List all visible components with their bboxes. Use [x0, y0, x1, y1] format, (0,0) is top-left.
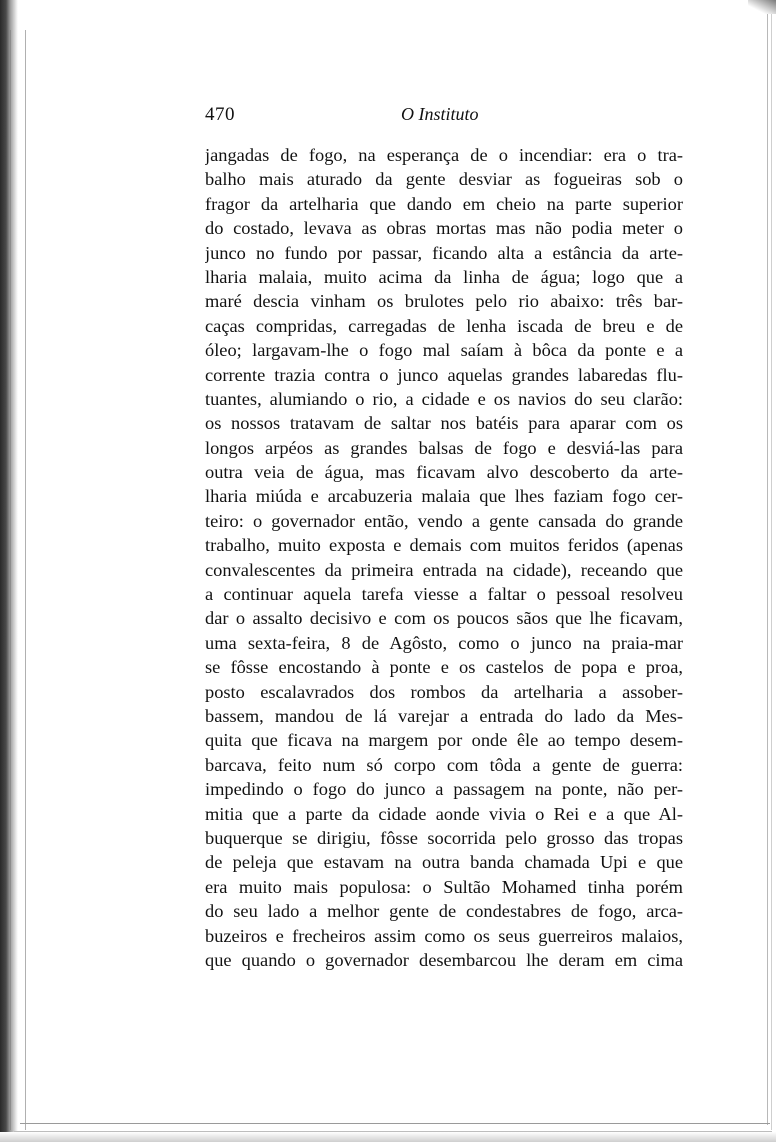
text-line: se fôsse encostando à ponte e os castelos de popa e proa,: [205, 657, 683, 678]
text-line: corrente trazia contra o junco aquelas grandes labaredas flu-: [205, 364, 683, 385]
text-line: lharia miúda e arcabuzeria malaia que lhes faziam fogo cer-: [205, 486, 683, 507]
bottom-shadow: [0, 1132, 776, 1142]
running-title: O Instituto: [401, 104, 479, 124]
text-line: outra veia de água, mas ficavam alvo descoberto da arte-: [205, 462, 683, 483]
text-line: junco no fundo por passar, ficando alta a estância da arte-: [205, 242, 683, 263]
page-header: [205, 104, 683, 128]
text-line: do seu lado a melhor gente de condestabres de fogo, arca-: [205, 901, 683, 922]
text-line: buzeiros e frecheiros assim como os seus guerreiros malaios,: [205, 925, 683, 946]
text-line: convalescentes da primeira entrada na cidade), receando que: [205, 559, 683, 580]
text-line: impedindo o fogo do junco a passagem na ponte, não per-: [205, 779, 683, 800]
text-line: trabalho, muito exposta e demais com muitos feridos (apenas: [205, 535, 683, 556]
text-line: tuantes, alumiando o rio, a cidade e os navios do seu clarão:: [205, 388, 683, 409]
page-number: 470: [205, 104, 235, 125]
text-line: mitia que a parte da cidade aonde vivia o Rei e a que Al-: [205, 803, 683, 824]
text-line: barcava, feito num só corpo com tôda a gente de guerra:: [205, 754, 683, 775]
text-line: teiro: o governador então, vendo a gente cansada do grande: [205, 510, 683, 531]
corner-shadow: [748, 0, 776, 14]
text-line: quita que ficava na margem por onde êle ao tempo desem-: [205, 730, 683, 751]
text-line: jangadas de fogo, na esperança de o incendiar: era o tra-: [205, 145, 683, 165]
text-line: a continuar aquela tarefa viesse a faltar o pessoal resolveu: [205, 584, 683, 605]
page-edge-right-outer: [771, 0, 772, 1130]
text-line: óleo; largavam-lhe o fogo mal saíam à bôca da ponte e a: [205, 340, 683, 361]
text-line: caças compridas, carregadas de lenha iscada de breu e de: [205, 315, 683, 336]
text-line: maré descia vinham os brulotes pelo rio abaixo: três bar-: [205, 291, 683, 312]
page-edge-bottom: [20, 1123, 770, 1124]
page-stack-edges: [10, 30, 26, 1130]
text-line: de peleja que estavam na outra banda chamada Upi e que: [205, 852, 683, 873]
text-line: bassem, mandou de lá varejar a entrada do lado da Mes-: [205, 705, 683, 726]
body-text: [205, 143, 683, 972]
text-line: longos arpéos as grandes balsas de fogo e desviá-las para: [205, 437, 683, 458]
text-line: posto escalavrados dos rombos da artelharia a assober-: [205, 681, 683, 702]
text-line: balho mais aturado da gente desviar as fogueiras sob o: [205, 169, 683, 190]
text-line: que quando o governador desembarcou lhe deram em cima: [205, 949, 683, 970]
text-line: dar o assalto decisivo e com os poucos sãos que lhe ficavam,: [205, 608, 683, 629]
text-line: lharia malaia, muito acima da linha de água; logo que a: [205, 266, 683, 287]
text-line: buquerque se dirigiu, fôsse socorrida pelo grosso das tropas: [205, 827, 683, 848]
text-line: era muito mais populosa: o Sultão Mohamed tinha porém: [205, 876, 683, 897]
text-line: uma sexta-feira, 8 de Agôsto, como o junco na praia-mar: [205, 632, 683, 653]
text-line: do costado, levava as obras mortas mas não podia meter o: [205, 218, 683, 239]
text-line: fragor da artelharia que dando em cheio na parte superior: [205, 193, 683, 214]
text-line: os nossos tratavam de saltar nos batéis para aparar com os: [205, 413, 683, 434]
page-edge-right: [767, 0, 768, 1125]
